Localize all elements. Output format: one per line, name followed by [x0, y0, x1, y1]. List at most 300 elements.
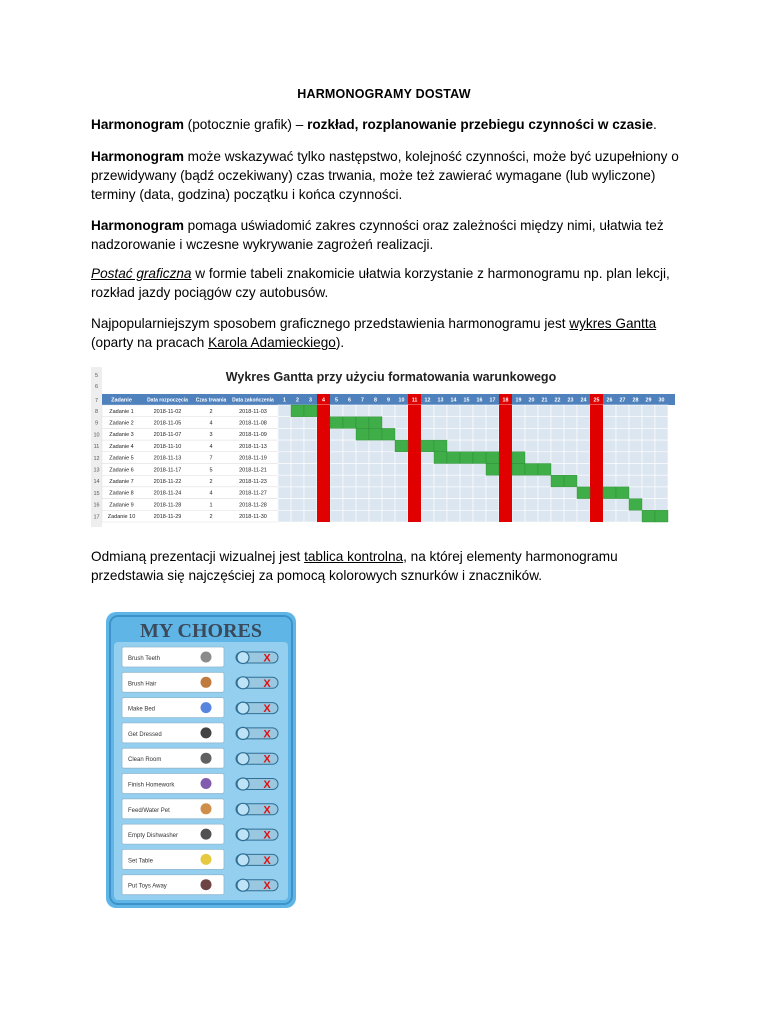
chore-slider-knob [237, 854, 249, 866]
gantt-cell: 2018-11-22 [153, 479, 182, 485]
gantt-day-cell [434, 464, 447, 476]
gantt-day-cell [369, 499, 382, 511]
gantt-cell: 1 [209, 502, 213, 509]
row-number: 9 [94, 420, 99, 427]
chore-label: Put Toys Away [128, 883, 167, 890]
gantt-day-cell [434, 417, 447, 429]
gantt-day-label: 16 [476, 397, 483, 404]
gantt-cell: 2018-11-28 [239, 502, 267, 509]
gantt-cell: Zadanie 6 [109, 467, 134, 474]
gantt-cell: 2 [209, 479, 213, 485]
gantt-header-cell: Data rozpoczęcia [147, 397, 188, 404]
gantt-day-cell [356, 440, 369, 452]
gantt-day-cell [304, 499, 317, 511]
gantt-day-label: 12 [424, 397, 431, 404]
gantt-day-cell [603, 499, 616, 511]
gantt-day-cell [512, 475, 525, 487]
gantt-day-cell [330, 452, 343, 464]
gantt-header-cell: Zadanie [111, 397, 132, 404]
gantt-day-cell [577, 475, 590, 487]
gantt-day-cell [525, 475, 538, 487]
gantt-day-cell [538, 405, 551, 417]
row-number: 8 [94, 409, 99, 415]
gantt-cell: Zadanie 9 [109, 502, 134, 509]
gantt-day-cell [538, 475, 551, 487]
gantt-bar-cell [330, 417, 343, 429]
gantt-day-cell [538, 440, 551, 452]
term-harmonogram: Harmonogram [91, 117, 184, 132]
gantt-day-label: 3 [309, 397, 312, 404]
gantt-day-cell [421, 452, 434, 464]
gantt-day-cell [577, 464, 590, 476]
gantt-day-cell [512, 510, 525, 522]
gantt-day-cell [564, 499, 577, 511]
gantt-day-label: 6 [348, 397, 351, 404]
row-number: 15 [93, 490, 100, 497]
gantt-day-cell [603, 440, 616, 452]
gantt-day-cell [356, 475, 369, 487]
bed-icon [201, 702, 212, 713]
gantt-day-cell [655, 428, 668, 440]
gantt-day-cell [421, 475, 434, 487]
gantt-highlight-column [499, 405, 512, 522]
gantt-bar-cell [395, 440, 408, 452]
gantt-day-cell [629, 417, 642, 429]
gantt-day-label: 19 [515, 397, 522, 404]
gantt-day-cell [538, 499, 551, 511]
gantt-day-cell [551, 440, 564, 452]
gantt-day-cell [486, 405, 499, 417]
gantt-day-cell [330, 428, 343, 440]
row-number: 17 [93, 514, 100, 521]
gantt-cell: 2018-11-03 [239, 408, 267, 415]
chore-label: Set Table [128, 858, 153, 865]
gantt-bar-cell [486, 452, 499, 464]
gantt-day-cell [525, 440, 538, 452]
gantt-bar-cell [642, 510, 655, 522]
term-harmonogram: Harmonogram [91, 218, 184, 233]
gantt-day-cell [382, 440, 395, 452]
gantt-day-cell [564, 464, 577, 476]
paren-text: (potocznie grafik) – [183, 117, 308, 132]
gantt-day-cell [616, 510, 629, 522]
gantt-day-cell [421, 487, 434, 499]
gantt-cell: 2018-11-27 [239, 490, 267, 497]
gantt-day-cell [473, 464, 486, 476]
row-number: 5 [94, 373, 99, 379]
gantt-day-cell [603, 464, 616, 476]
gantt-cell: 2018-11-30 [239, 514, 267, 521]
gantt-day-cell [551, 417, 564, 429]
gantt-day-cell [551, 405, 564, 417]
row-number: 16 [93, 502, 100, 509]
gantt-cell: 5 [209, 467, 213, 474]
chore-x-mark: X [263, 804, 271, 817]
gantt-day-cell [525, 452, 538, 464]
gantt-day-cell [655, 440, 668, 452]
gantt-bar-cell [421, 440, 434, 452]
gantt-day-cell [447, 464, 460, 476]
gantt-day-cell [564, 487, 577, 499]
gantt-day-cell [382, 475, 395, 487]
gantt-day-cell [447, 440, 460, 452]
gantt-day-cell [304, 428, 317, 440]
row-number: 14 [93, 479, 100, 486]
gantt-cell: 2018-11-10 [153, 443, 182, 450]
gantt-day-cell [421, 464, 434, 476]
gantt-day-cell [525, 499, 538, 511]
gantt-day-cell [551, 487, 564, 499]
gantt-day-cell [447, 428, 460, 440]
gantt-day-cell [343, 487, 356, 499]
gantt-day-label: 4 [322, 397, 325, 404]
chore-label: Brush Teeth [128, 656, 160, 662]
gantt-day-cell [486, 510, 499, 522]
gantt-day-cell [629, 510, 642, 522]
gantt-day-cell [434, 499, 447, 511]
link-tablica-kontrolna[interactable]: tablica kontrolna [304, 549, 404, 564]
gantt-bar-cell [304, 405, 317, 417]
gantt-cell: 2018-11-21 [239, 467, 267, 474]
chore-x-mark: X [263, 880, 271, 893]
chore-slider-knob [237, 803, 249, 815]
gantt-day-cell [642, 487, 655, 499]
gantt-day-cell [382, 417, 395, 429]
gantt-day-label: 1 [283, 397, 286, 404]
gantt-day-label: 13 [437, 397, 444, 404]
gantt-day-cell [343, 510, 356, 522]
table-icon [201, 854, 212, 865]
gantt-day-cell [330, 464, 343, 476]
gantt-day-cell [304, 510, 317, 522]
gantt-day-cell [460, 440, 473, 452]
chore-slider-knob [237, 829, 249, 841]
gantt-day-cell [369, 510, 382, 522]
chore-slider-knob [237, 879, 249, 891]
gantt-day-cell [564, 452, 577, 464]
gantt-bar-cell [512, 452, 525, 464]
gantt-day-cell [551, 452, 564, 464]
gantt-day-cell [486, 475, 499, 487]
gantt-chart-svg [91, 367, 675, 527]
gantt-day-cell [460, 417, 473, 429]
gantt-bar-cell [447, 452, 460, 464]
paragraph-text: ). [335, 335, 345, 351]
gantt-day-cell [343, 475, 356, 487]
gantt-bar-cell [577, 487, 590, 499]
gantt-day-label: 26 [606, 397, 613, 404]
gantt-day-cell [278, 510, 291, 522]
gantt-day-cell [486, 440, 499, 452]
gantt-day-label: 24 [580, 397, 587, 404]
paragraph-graphic-form [91, 264, 691, 302]
gantt-day-cell [343, 452, 356, 464]
gantt-cell: Zadanie 2 [109, 420, 134, 427]
gantt-day-cell [330, 510, 343, 522]
gantt-day-cell [642, 440, 655, 452]
gantt-bar-cell [356, 428, 369, 440]
gantt-day-cell [330, 475, 343, 487]
gantt-day-cell [278, 487, 291, 499]
gantt-day-cell [616, 475, 629, 487]
gantt-day-label: 14 [450, 397, 457, 404]
gantt-day-cell [421, 499, 434, 511]
paragraph-text: (oparty na pracach [91, 335, 209, 351]
gantt-day-cell [278, 475, 291, 487]
gantt-day-cell [642, 499, 655, 511]
gantt-day-cell [460, 405, 473, 417]
gantt-day-cell [603, 452, 616, 464]
gantt-day-cell [616, 452, 629, 464]
gantt-day-cell [655, 452, 668, 464]
gantt-day-cell [629, 475, 642, 487]
gantt-day-cell [655, 464, 668, 476]
gantt-cell: Zadanie 4 [109, 443, 134, 450]
gantt-day-cell [577, 452, 590, 464]
gantt-day-cell [486, 487, 499, 499]
gantt-day-cell [577, 510, 590, 522]
row-number: 6 [94, 384, 99, 390]
gantt-day-cell [473, 499, 486, 511]
gantt-day-cell [616, 428, 629, 440]
gantt-cell: 2018-11-13 [239, 443, 267, 450]
gantt-cell: 2018-11-23 [239, 479, 267, 485]
gantt-day-cell [395, 428, 408, 440]
chore-label: Brush Hair [128, 681, 157, 688]
gantt-day-cell [460, 464, 473, 476]
gantt-day-cell [278, 499, 291, 511]
gantt-day-cell [564, 428, 577, 440]
gantt-day-cell [382, 452, 395, 464]
gantt-cell: 2 [209, 514, 213, 521]
gantt-day-cell [603, 417, 616, 429]
vacuum-icon [201, 753, 212, 764]
gantt-day-cell [395, 464, 408, 476]
gantt-day-cell [395, 487, 408, 499]
gantt-cell: 2018-11-17 [153, 467, 182, 474]
gantt-day-label: 18 [502, 397, 509, 404]
paragraph-sequence [91, 147, 691, 205]
gantt-day-cell [629, 405, 642, 417]
gantt-day-cell [434, 475, 447, 487]
gantt-title: Wykres Gantta przy użyciu formatowania warunkowego [225, 370, 557, 384]
paragraph-text: może wskazywać tylko następstwo, kolejność czynności, może być uzupełniony o przewidywany (bądź oczekiwany) czas trwania, może też zawierać wymagane (lub wyliczone) terminy (data, godzina) początku i końca czynności. [91, 149, 679, 203]
gantt-day-cell [447, 510, 460, 522]
gantt-day-cell [486, 417, 499, 429]
gantt-day-cell [356, 464, 369, 476]
gantt-day-cell [278, 417, 291, 429]
gantt-day-cell [434, 405, 447, 417]
chore-slider-knob [237, 778, 249, 790]
gantt-day-cell [369, 452, 382, 464]
board-title: MY CHORES [139, 620, 263, 642]
gantt-bar-cell [291, 405, 304, 417]
gantt-day-cell [343, 405, 356, 417]
gantt-day-cell [525, 487, 538, 499]
gantt-day-cell [291, 499, 304, 511]
gantt-day-cell [512, 405, 525, 417]
gantt-highlight-column [590, 405, 603, 522]
gantt-day-cell [369, 464, 382, 476]
gantt-day-label: 22 [554, 397, 561, 404]
gantt-day-cell [369, 487, 382, 499]
gantt-day-cell [577, 499, 590, 511]
gantt-day-cell [382, 487, 395, 499]
gantt-day-cell [291, 510, 304, 522]
gantt-day-cell [551, 428, 564, 440]
gantt-day-cell [655, 487, 668, 499]
gantt-day-cell [473, 405, 486, 417]
gantt-day-cell [278, 464, 291, 476]
gantt-day-cell [538, 510, 551, 522]
gantt-day-cell [291, 487, 304, 499]
gantt-day-cell [395, 405, 408, 417]
gantt-day-cell [395, 417, 408, 429]
gantt-day-cell [512, 428, 525, 440]
gantt-day-cell [291, 417, 304, 429]
gantt-day-cell [551, 510, 564, 522]
gantt-cell: 2018-11-09 [239, 432, 267, 439]
gantt-bar-cell [434, 452, 447, 464]
gantt-day-cell [343, 440, 356, 452]
gantt-day-cell [460, 499, 473, 511]
row-number: 13 [93, 467, 100, 474]
gantt-day-cell [603, 510, 616, 522]
gantt-chart-image [91, 367, 675, 527]
gantt-day-cell [486, 499, 499, 511]
chores-board-svg [106, 612, 296, 908]
gantt-day-cell [642, 452, 655, 464]
gantt-day-cell [603, 405, 616, 417]
gantt-day-cell [642, 417, 655, 429]
gantt-day-cell [460, 475, 473, 487]
gantt-day-cell [369, 440, 382, 452]
chore-x-mark: X [263, 829, 271, 842]
gantt-day-cell [564, 440, 577, 452]
gantt-day-cell [369, 475, 382, 487]
gantt-day-cell [655, 475, 668, 487]
chore-slider-knob [237, 677, 249, 689]
gantt-day-label: 15 [463, 397, 470, 404]
gantt-day-cell [278, 440, 291, 452]
gantt-cell: 2018-11-08 [239, 420, 267, 427]
gantt-cell: 2018-11-28 [153, 502, 182, 509]
gantt-day-cell [460, 428, 473, 440]
chore-label: Clean Room [128, 757, 162, 764]
gantt-day-cell [395, 475, 408, 487]
gantt-cell: 2 [209, 408, 213, 415]
gantt-day-cell [304, 440, 317, 452]
row-number: 10 [93, 432, 100, 439]
pet-icon [201, 803, 212, 814]
gantt-day-cell [603, 475, 616, 487]
link-postac-graficzna[interactable]: Postać graficzna [91, 266, 192, 281]
gantt-day-cell [564, 405, 577, 417]
gantt-cell: 2018-11-05 [153, 420, 182, 427]
chore-slider-knob [237, 753, 249, 765]
chore-label: Make Bed [128, 706, 156, 713]
gantt-day-label: 29 [645, 397, 652, 404]
gantt-cell: 2018-11-02 [153, 408, 182, 415]
gantt-bar-cell [369, 417, 382, 429]
gantt-header-cell: Czas trwania [195, 397, 227, 404]
gantt-day-label: 5 [335, 397, 338, 404]
paragraph-control-board [91, 547, 691, 585]
link-wykres-gantta[interactable]: wykres Gantta [569, 316, 657, 331]
gantt-day-cell [330, 405, 343, 417]
gantt-day-cell [655, 417, 668, 429]
gantt-day-cell [512, 417, 525, 429]
gantt-bar-cell [369, 428, 382, 440]
gantt-day-cell [512, 440, 525, 452]
gantt-day-cell [447, 475, 460, 487]
gantt-day-cell [525, 405, 538, 417]
gantt-day-label: 11 [411, 397, 418, 404]
gantt-bar-cell [564, 475, 577, 487]
homework-icon [201, 778, 212, 789]
gantt-day-label: 20 [528, 397, 535, 404]
paragraph-text: w formie tabeli znakomicie ułatwia korzystanie z harmonogramu np. plan lekcji, rozkład jazdy pociągów czy autobusów. [91, 266, 670, 301]
dishwasher-icon [201, 829, 212, 840]
gantt-day-cell [395, 499, 408, 511]
gantt-day-label: 7 [361, 397, 364, 404]
paragraph-scope [91, 216, 691, 254]
gantt-day-cell [551, 499, 564, 511]
period: . [653, 117, 657, 132]
chore-slider-knob [237, 702, 249, 714]
row-number: 12 [93, 455, 100, 462]
gantt-bar-cell [473, 452, 486, 464]
row-number: 7 [94, 398, 99, 404]
chore-x-mark: X [263, 753, 271, 766]
gantt-day-cell [278, 452, 291, 464]
gantt-day-cell [369, 405, 382, 417]
gantt-cell: 3 [209, 432, 213, 439]
gantt-bar-cell [655, 510, 668, 522]
link-karol-adamiecki[interactable]: Karola Adamieckiego [208, 335, 336, 351]
gantt-day-cell [447, 405, 460, 417]
gantt-day-cell [304, 452, 317, 464]
chore-x-mark: X [263, 677, 271, 690]
row-number: 11 [93, 444, 100, 451]
gantt-day-cell [421, 417, 434, 429]
gantt-bar-cell [512, 464, 525, 476]
gantt-day-cell [382, 405, 395, 417]
chore-x-mark: X [263, 728, 271, 741]
gantt-day-label: 28 [632, 397, 639, 404]
gantt-day-label: 30 [658, 397, 665, 404]
gantt-cell: Zadanie 1 [109, 408, 134, 415]
gantt-day-cell [538, 428, 551, 440]
gantt-day-label: 9 [387, 397, 390, 404]
gantt-cell: Zadanie 8 [109, 490, 134, 497]
gantt-day-cell [304, 417, 317, 429]
gantt-cell: Zadanie 3 [109, 432, 134, 439]
gantt-day-cell [278, 428, 291, 440]
gantt-day-cell [356, 499, 369, 511]
chores-board-image [106, 612, 296, 908]
gantt-day-cell [343, 499, 356, 511]
gantt-day-cell [356, 452, 369, 464]
gantt-day-cell [460, 487, 473, 499]
gantt-bar-cell [382, 428, 395, 440]
document-title: HARMONOGRAMY DOSTAW [297, 87, 471, 101]
gantt-day-cell [473, 440, 486, 452]
gantt-day-cell [447, 499, 460, 511]
gantt-day-cell [616, 440, 629, 452]
gantt-day-label: 8 [374, 397, 377, 404]
gantt-day-cell [395, 452, 408, 464]
